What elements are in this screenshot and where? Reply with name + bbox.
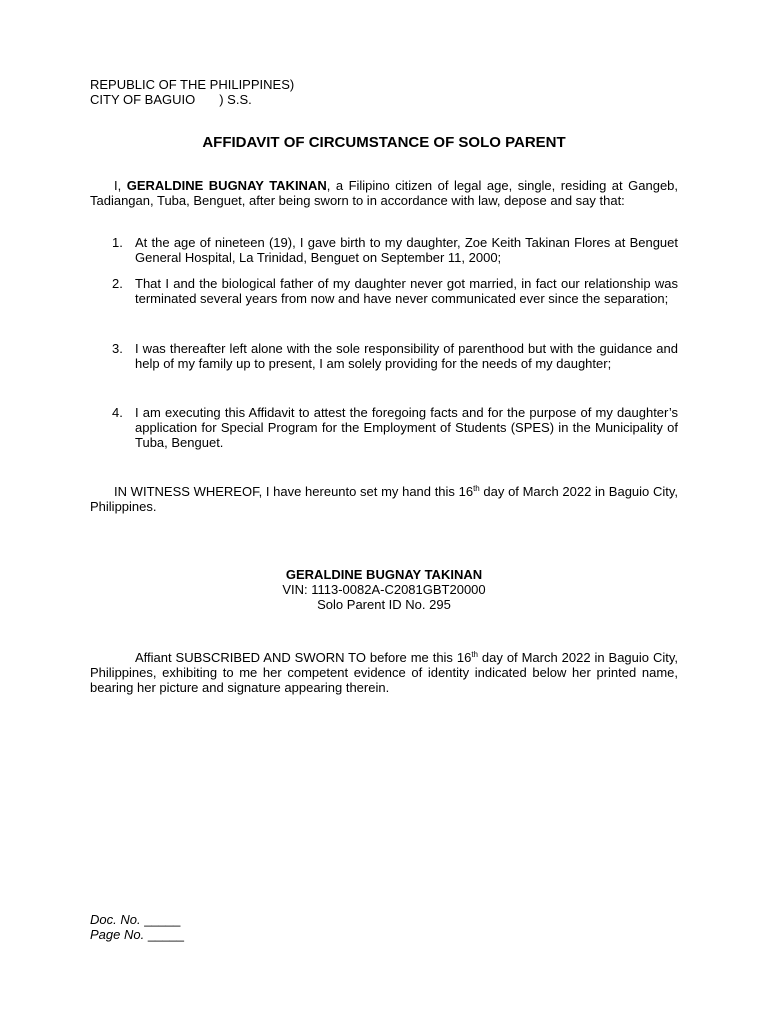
doc-no-label: Doc. No. bbox=[90, 912, 141, 927]
signature-block bbox=[90, 567, 678, 612]
item-text: I was thereafter left alone with the sole responsibility of parenthood but with the guidance and help of my family up to present, I am solely providing for the needs of my daughter; bbox=[135, 341, 678, 371]
item-number: 3. bbox=[112, 341, 123, 356]
signatory-name: GERALDINE BUGNAY TAKINAN bbox=[285, 567, 483, 582]
document-title: AFFIDAVIT OF CIRCUMSTANCE OF SOLO PARENT bbox=[202, 134, 566, 151]
doc-no-line bbox=[90, 912, 184, 927]
item-text: I am executing this Affidavit to attest the foregoing facts and for the purpose of my daughter’s application for Special Program for the Employment of Students (SPES) in the Municipality of Tuba, Benguet. bbox=[135, 405, 678, 450]
doc-no-blank: _____ bbox=[144, 912, 181, 927]
list-item bbox=[112, 341, 678, 371]
page-no-blank: _____ bbox=[147, 927, 184, 942]
venue-header bbox=[90, 77, 490, 107]
witness-before: IN WITNESS WHEREOF, I have hereunto set my hand this 16 bbox=[114, 484, 474, 499]
jurat-ordinal: th bbox=[471, 650, 478, 659]
jurat-paragraph bbox=[90, 650, 678, 695]
solo-parent-id-line: Solo Parent ID No. 295 bbox=[317, 597, 451, 612]
affiant-name: GERALDINE BUGNAY TAKINAN bbox=[126, 178, 327, 193]
witness-ordinal: th bbox=[473, 484, 480, 493]
page-no-line bbox=[90, 927, 184, 942]
intro-rest: , a Filipino citizen of legal age, single, residing at Gangeb, Tadiangan, Tuba, Benguet, after being sworn to in accordance with law, depose and say that: bbox=[90, 178, 679, 208]
page-no-label: Page No. bbox=[90, 927, 145, 942]
list-item bbox=[112, 235, 678, 265]
intro-paragraph bbox=[90, 178, 678, 208]
city-line bbox=[90, 92, 490, 107]
ss-label: ) S.S. bbox=[219, 92, 252, 107]
republic-line: REPUBLIC OF THE PHILIPPINES) bbox=[90, 77, 295, 92]
item-number: 4. bbox=[112, 405, 123, 420]
list-item bbox=[112, 276, 678, 306]
witness-paragraph bbox=[90, 484, 678, 514]
intro-prefix: I, bbox=[114, 178, 127, 193]
list-item bbox=[112, 405, 678, 450]
item-text: At the age of nineteen (19), I gave birth to my daughter, Zoe Keith Takinan Flores at Benguet General Hospital, La Trinidad, Benguet on September 11, 2000; bbox=[135, 235, 678, 265]
jurat-before: Affiant SUBSCRIBED AND SWORN TO before me this 16 bbox=[135, 650, 472, 665]
notarial-register bbox=[90, 912, 184, 942]
item-number: 1. bbox=[112, 235, 123, 250]
item-text: That I and the biological father of my daughter never got married, in fact our relationship was terminated several years from now and have never communicated ever since the separation; bbox=[135, 276, 678, 306]
city-label: CITY OF BAGUIO bbox=[90, 92, 196, 107]
jurat-after: day of March 2022 in Baguio City, Philippines, exhibiting to me her competent evidence of identity indicated below her printed name, bearing her picture and signature appearing therein. bbox=[90, 650, 678, 695]
witness-after: day of March 2022 in Baguio City, Philippines. bbox=[90, 484, 679, 514]
vin-line: VIN: 1113-0082A-C2081GBT20000 bbox=[282, 582, 486, 597]
item-number: 2. bbox=[112, 276, 123, 291]
